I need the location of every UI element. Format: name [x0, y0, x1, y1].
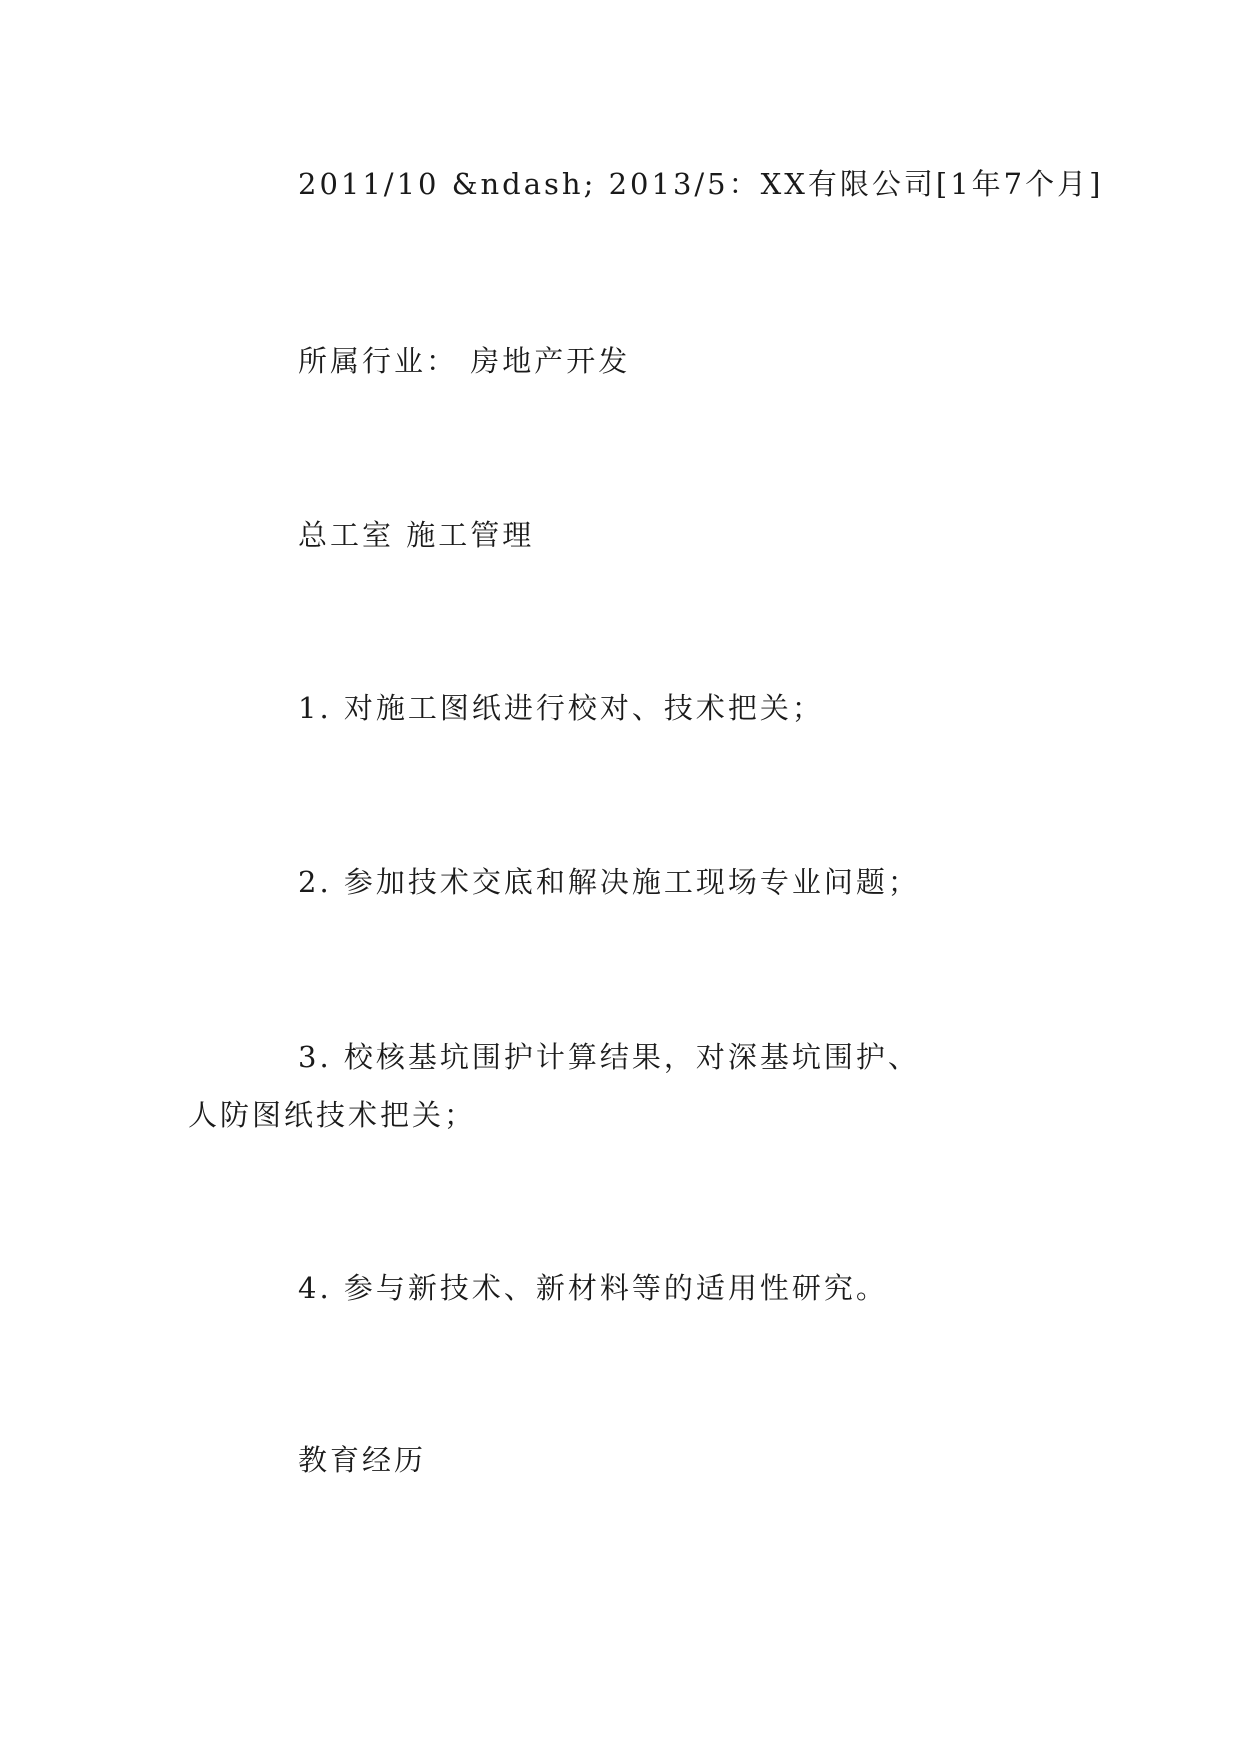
education-heading: 教育经历	[298, 1443, 427, 1477]
employment-period: 2011/10 &ndash; 2013/5：XX有限公司[1年7个月]	[298, 167, 1104, 201]
department-line: 总工室 施工管理	[298, 518, 535, 552]
duty-item-3: 3. 校核基坑围护计算结果，对深基坑围护、人防图纸技术把关；	[188, 1040, 920, 1132]
duty-item-2: 2. 参加技术交底和解决施工现场专业问题；	[298, 865, 920, 899]
industry-line: 所属行业： 房地产开发	[298, 344, 631, 378]
duty-item-1: 1. 对施工图纸进行校对、技术把关；	[298, 691, 824, 725]
duty-item-4: 4. 参与新技术、新材料等的适用性研究。	[298, 1271, 888, 1305]
